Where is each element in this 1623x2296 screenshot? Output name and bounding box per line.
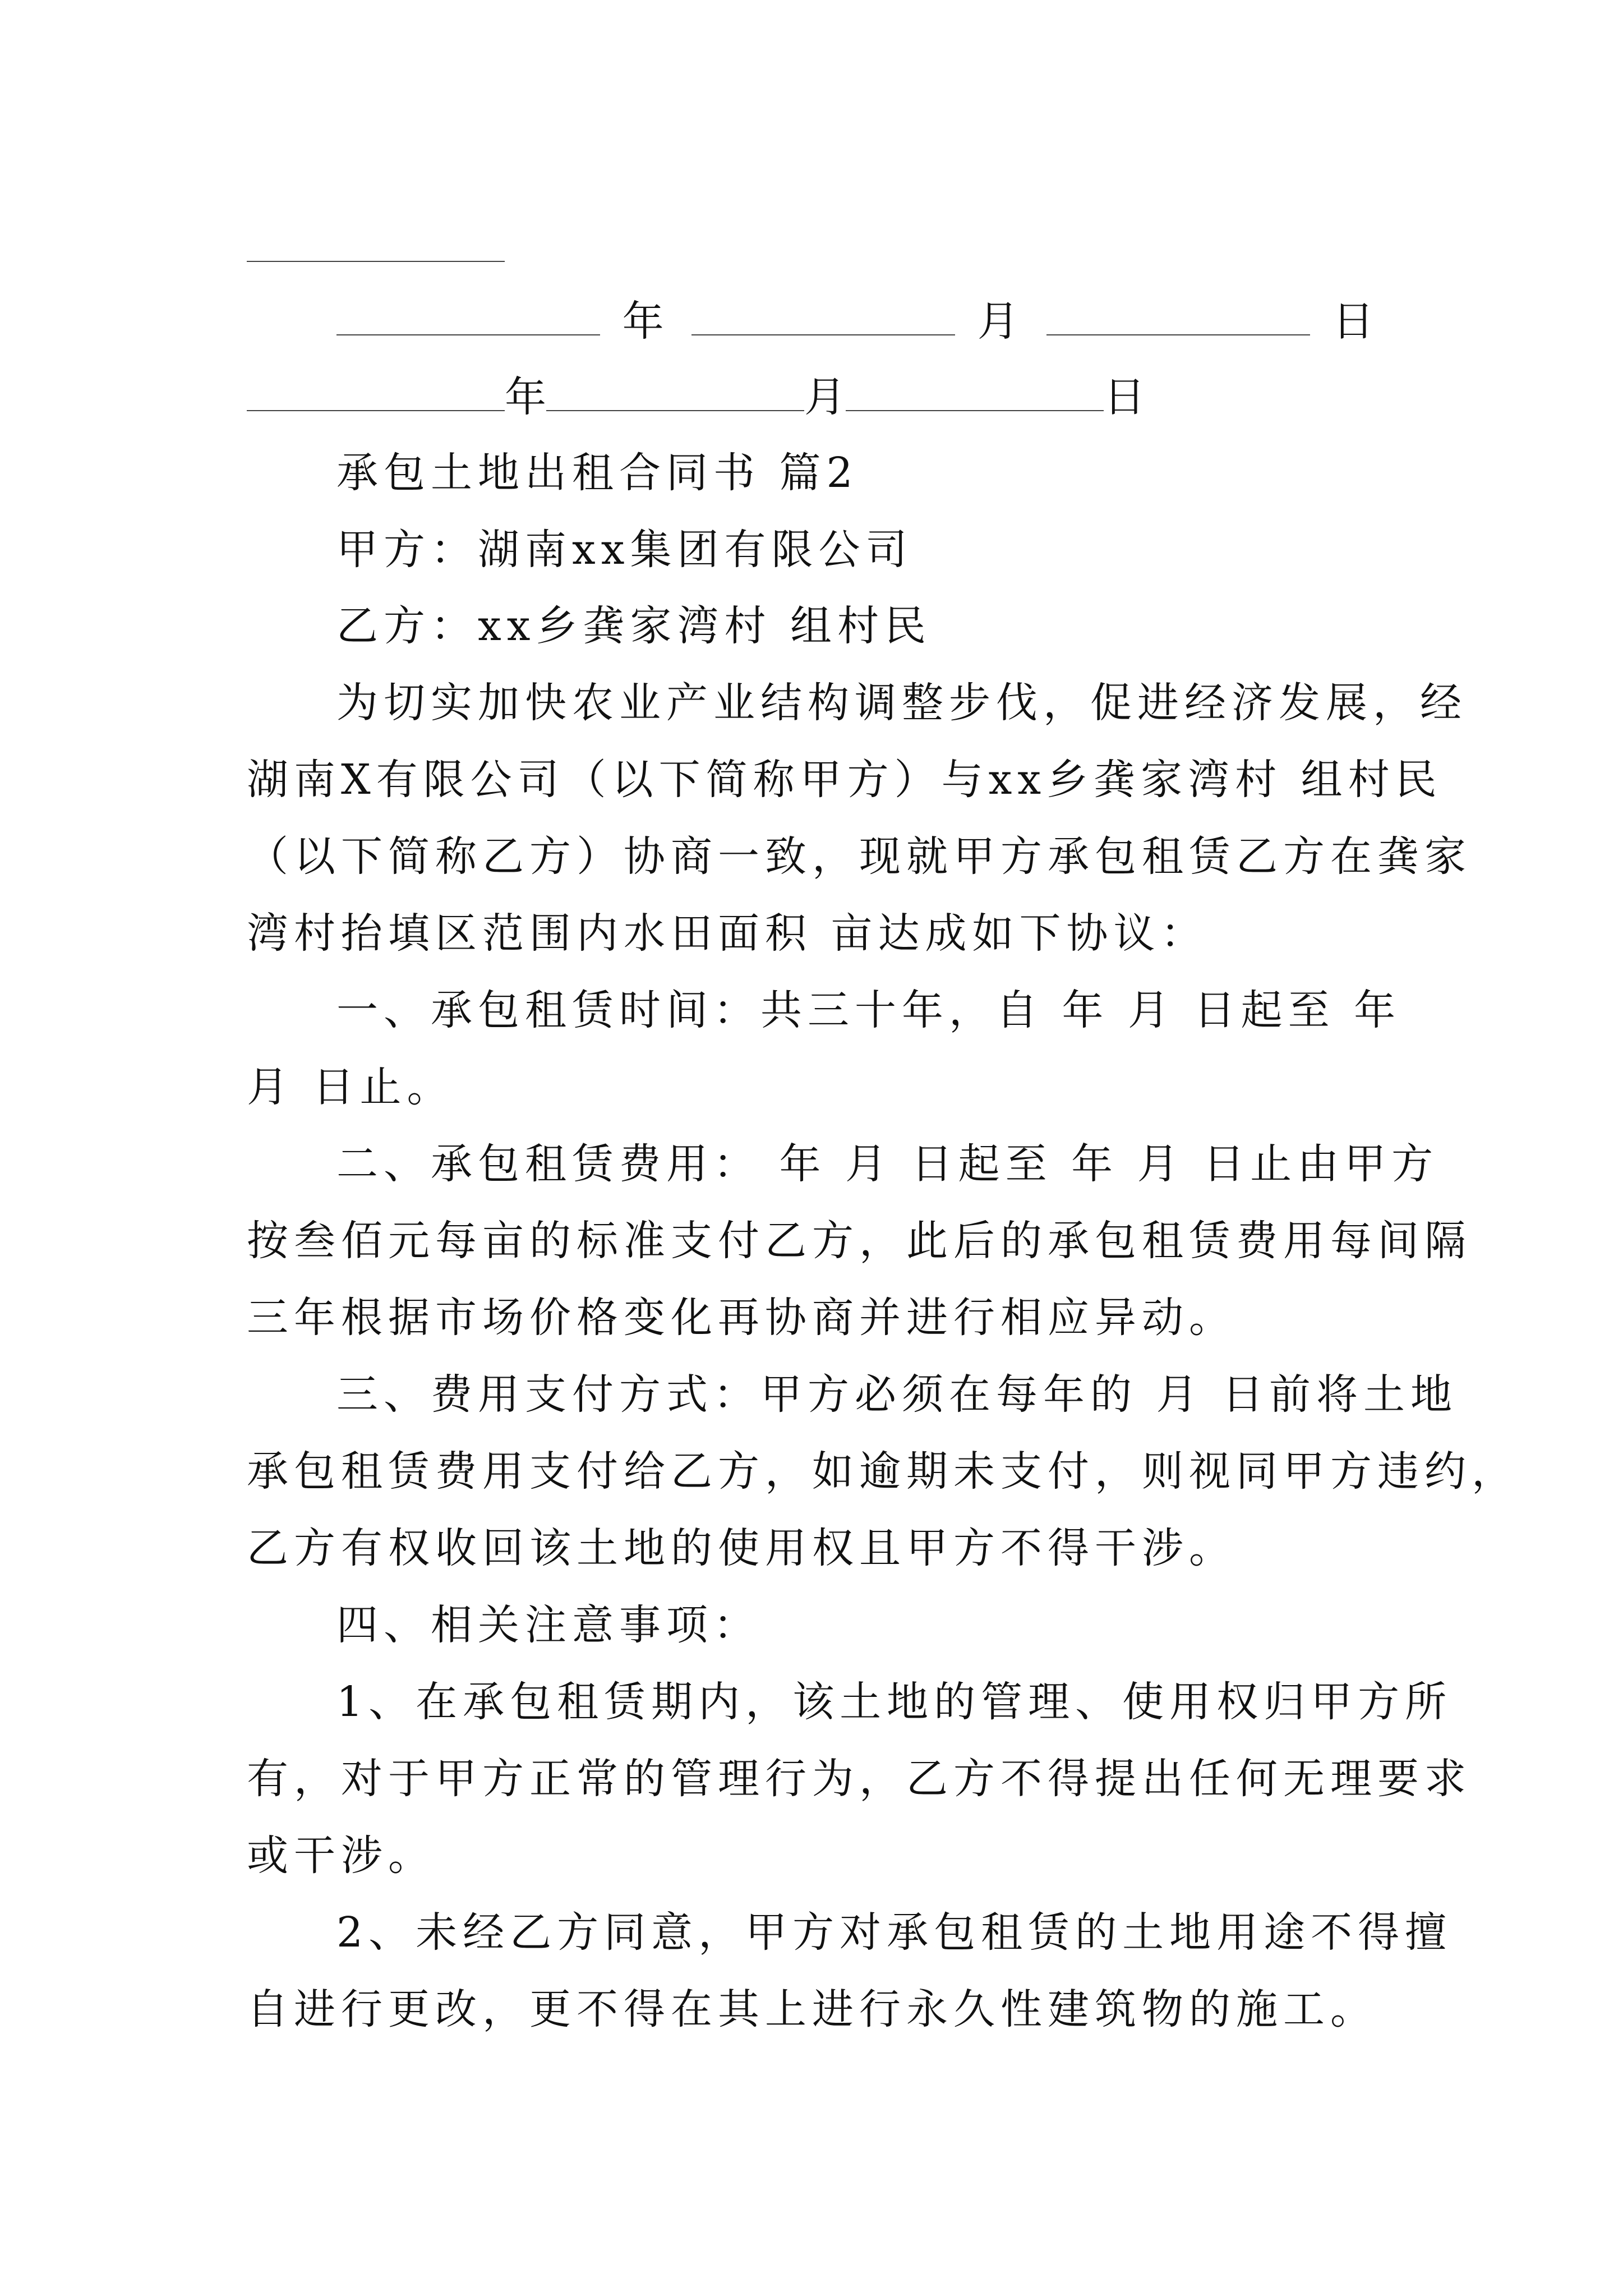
blank-day-2[interactable] (846, 375, 1104, 411)
blank-year-2[interactable] (247, 375, 505, 411)
document-title: 承包土地出租合同书 篇2 (336, 449, 859, 497)
body-line: 湾村抬填区范围内水田面积 亩达成如下协议： (247, 909, 1208, 958)
body-line: 乙方有权收回该土地的使用权且甲方不得干涉。 (247, 1524, 1236, 1572)
blank-day[interactable] (1046, 300, 1310, 335)
body-line: 2、未经乙方同意，甲方对承包租赁的土地用途不得擅 (336, 1908, 1453, 1957)
body-line: 按叁佰元每亩的标准支付乙方，此后的承包租赁费用每间隔 (247, 1217, 1472, 1265)
party-b: 乙方：xx乡龚家湾村 组村民 (336, 602, 932, 650)
body-line: （以下简称乙方）协商一致，现就甲方承包租赁乙方在龚家 (247, 832, 1472, 881)
body-line: 三年根据市场价格变化再协商并进行相应异动。 (247, 1294, 1236, 1342)
month-label-2: 月 (804, 373, 846, 421)
date-line-1 (336, 283, 1380, 360)
body-line: 承包租赁费用支付给乙方，如逾期未支付，则视同甲方违约， (247, 1447, 1519, 1496)
day-label-2: 日 (1104, 373, 1145, 421)
body-line: 为切实加快农业产业结构调整步伐，促进经济发展，经 (336, 679, 1467, 727)
body-line: 有，对于甲方正常的管理行为，乙方不得提出任何无理要求 (247, 1755, 1472, 1803)
party-a: 甲方：湖南xx集团有限公司 (336, 526, 913, 574)
blank-month[interactable] (691, 300, 955, 335)
body-line: 1、在承包租赁期内，该土地的管理、使用权归甲方所 (336, 1678, 1453, 1726)
blank-month-2[interactable] (546, 375, 804, 411)
year-label: 年 (600, 297, 692, 346)
body-line: 或干涉。 (247, 1832, 435, 1880)
body-line: 二、承包租赁费用： 年 月 日起至 年 月 日止由甲方 (336, 1140, 1439, 1188)
body-line: 月 日止。 (247, 1063, 454, 1111)
body-line: 三、费用支付方式：甲方必须在每年的 月 日前将土地 (336, 1370, 1458, 1419)
body-line: 自进行更改，更不得在其上进行永久性建筑物的施工。 (247, 1985, 1377, 2033)
top-rule (247, 261, 505, 262)
month-label: 月 (955, 297, 1047, 346)
body-line: 湖南X有限公司（以下简称甲方）与xx乡龚家湾村 组村民 (247, 756, 1442, 804)
body-line: 四、相关注意事项： (336, 1601, 760, 1649)
body-line: 一、承包租赁时间：共三十年，自 年 月 日起至 年 (336, 986, 1401, 1034)
day-label: 日 (1310, 297, 1380, 346)
date-line-2 (247, 359, 1380, 435)
blank-year[interactable] (336, 300, 600, 335)
year-label-2: 年 (505, 373, 546, 421)
